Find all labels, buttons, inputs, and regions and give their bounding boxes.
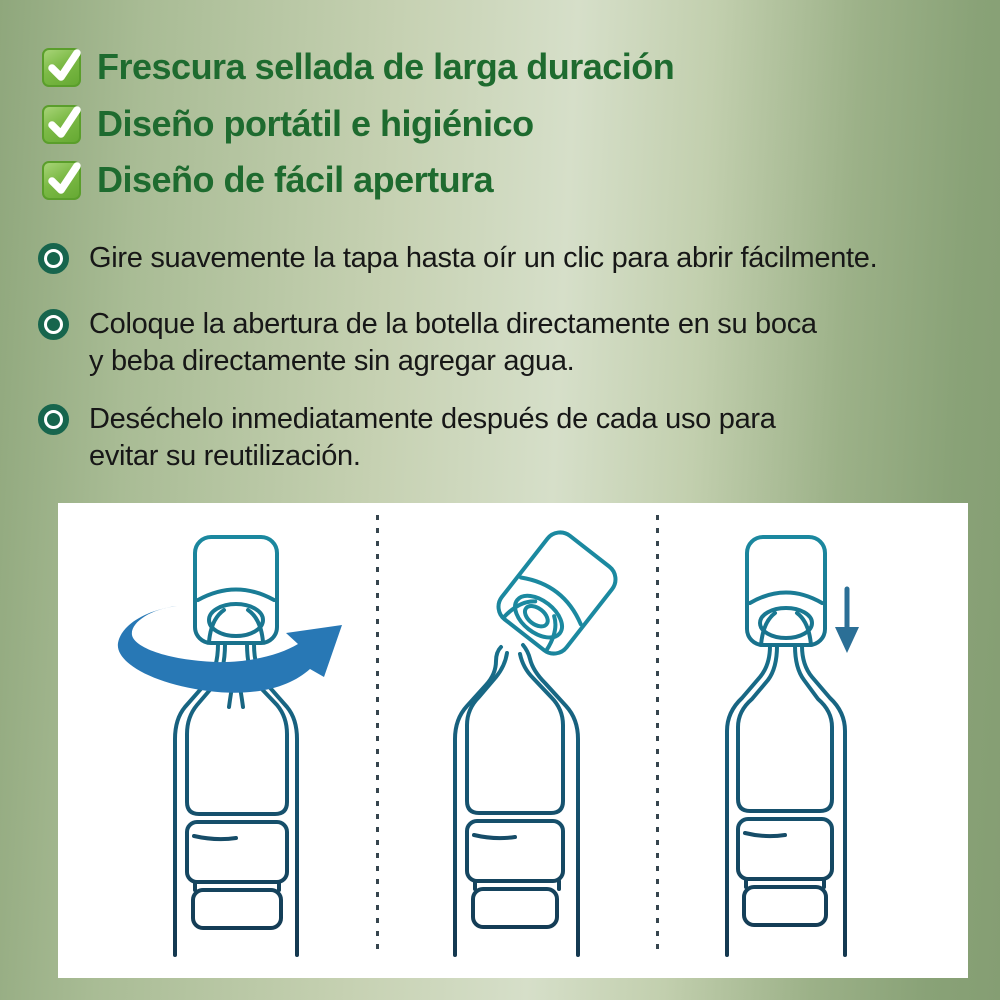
dashed-divider — [656, 515, 659, 955]
down-arrow-icon — [835, 589, 859, 653]
rotate-arrow-icon — [118, 606, 342, 693]
bottle-outline — [455, 645, 578, 955]
instruction-text: Gire suavemente la tapa hasta oír un clic para abrir fácilmente. — [89, 242, 878, 274]
feature-label: Frescura sellada de larga duración — [97, 46, 675, 87]
step-press-cap-illustration — [657, 503, 968, 978]
bottle-outline — [727, 537, 845, 955]
instruction-text: Coloque la abertura de la botella directamente en su boca y beba directamente sin agregar agua. — [89, 308, 817, 377]
green-checkbox-icon — [42, 105, 81, 144]
tilted-open-cap-icon — [492, 526, 622, 660]
green-checkbox-icon — [42, 48, 81, 87]
instruction-item — [38, 240, 877, 277]
green-checkbox-icon — [42, 161, 81, 200]
dashed-divider — [376, 515, 379, 955]
usage-diagram-panel — [58, 503, 968, 978]
feature-item — [42, 159, 493, 201]
step-cap-removed-illustration — [377, 503, 657, 978]
feature-item — [42, 46, 674, 88]
instruction-item — [38, 401, 776, 475]
instruction-text: Deséchelo inmediatamente después de cada uso para evitar su reutilización. — [89, 403, 776, 472]
bottle-outline — [175, 537, 297, 955]
feature-label: Diseño portátil e higiénico — [97, 103, 534, 144]
feature-label: Diseño de fácil apertura — [97, 159, 494, 200]
target-bullet-icon — [38, 243, 69, 274]
step-twist-cap-illustration — [58, 503, 377, 978]
target-bullet-icon — [38, 404, 69, 435]
feature-item — [42, 103, 534, 145]
instruction-item — [38, 306, 817, 380]
target-bullet-icon — [38, 309, 69, 340]
